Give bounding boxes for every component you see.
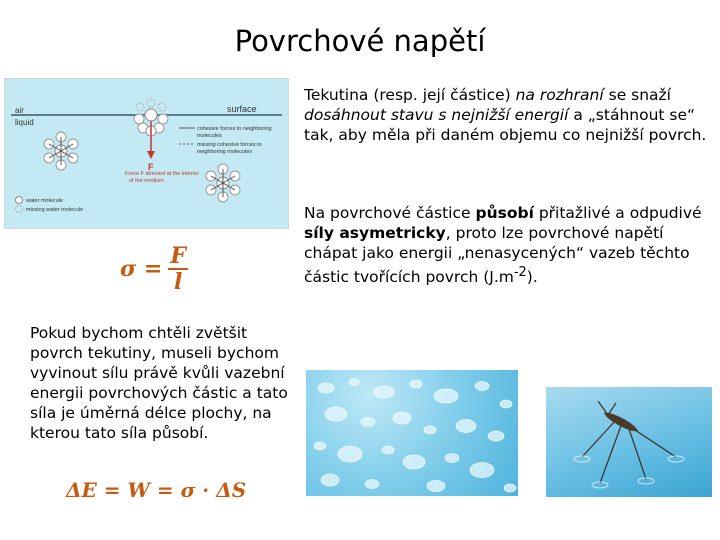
p1-emphasis-interface: na rozhraní: [515, 86, 604, 104]
key-missing: missing water molecule: [26, 207, 84, 213]
p2-text-a: Na povrchové částice: [304, 204, 476, 222]
key-water: water molecule: [26, 198, 63, 204]
interior-molecule-left: [44, 132, 78, 170]
force-caption: Force F directed at the interior: [125, 171, 199, 177]
formula1-denominator: l: [173, 269, 183, 295]
p1-text-e: a „stáhnout se“ tak, aby měla při daném objemu co nejnižší povrch.: [304, 106, 707, 144]
p2-bold-acts: působí: [475, 204, 534, 222]
water-strider-photo: [546, 387, 712, 497]
interior-molecule-right: [206, 164, 240, 202]
surface-tension-diagram: [4, 78, 289, 229]
force-caption-2: of the medium: [129, 178, 164, 184]
air-label: air: [15, 106, 24, 115]
p2-bold-forces: síly asymetricky: [304, 224, 446, 242]
formula-energy: ΔE = W = σ · ΔS: [66, 478, 247, 502]
legend-cohesive: cohesive forces to neighboring: [197, 126, 272, 132]
p1-text-a: Tekutina (resp. její částice): [304, 86, 516, 104]
formula1-fraction: [168, 244, 188, 294]
p2-superscript: -2: [513, 265, 527, 280]
legend-missing: missing cohesive forces to: [197, 142, 262, 148]
paragraph-work: Pokud bychom chtěli zvětšit povrch tekutiny, museli bychom vyvinout sílu právě kvůli vazební energii povrchových částic a tato síla je úměrná délce plochy, na kterou tato síla působí.: [30, 324, 288, 442]
formula-surface-tension: [120, 244, 188, 294]
p2-text-c: přitažlivé a odpudivé: [533, 204, 702, 222]
surface-label: surface: [227, 104, 257, 114]
p2-text-f: ).: [526, 268, 538, 287]
formula1-lhs: σ =: [120, 256, 163, 282]
legend-cohesive-2: molecules: [197, 133, 222, 139]
page-title: Povrchové napětí: [234, 24, 486, 58]
liquid-label: liquid: [15, 118, 34, 127]
formula1-numerator: F: [170, 243, 186, 269]
paragraph-forces: [304, 203, 714, 287]
surface-molecule: [134, 99, 168, 159]
key-water-icon: [16, 197, 23, 204]
droplets-svg: [306, 370, 518, 496]
p1-emphasis-energy: dosáhnout stavu s nejnižší energií: [304, 106, 569, 124]
force-label: F: [148, 162, 154, 172]
water-droplets-photo: [306, 370, 518, 496]
diagram-svg: [5, 79, 288, 228]
legend-missing-2: neighboring molecules: [197, 149, 253, 155]
p2-text-e: , proto lze povrchové napětí chápat jako energii „nenasycených“ vazeb těchto částic tvořících povrch (J.m: [304, 224, 690, 287]
key-missing-icon: [16, 206, 23, 213]
water-strider-svg: [546, 387, 712, 497]
paragraph-interface: [304, 85, 714, 145]
p1-text-c: se snaží: [603, 86, 671, 104]
